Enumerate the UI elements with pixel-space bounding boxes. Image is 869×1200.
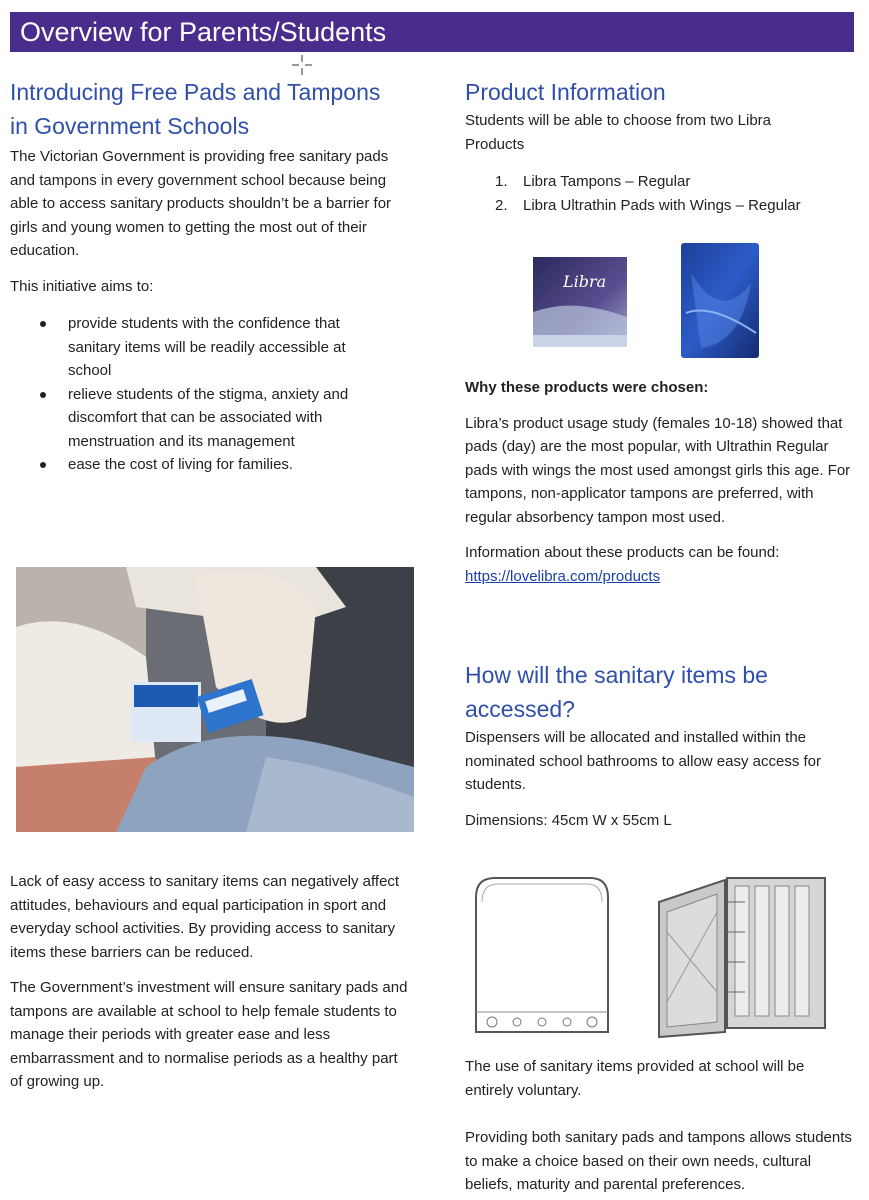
- dispenser-open-image: [655, 872, 830, 1042]
- left-bottom-text: [10, 870, 410, 1094]
- why-heading: Why these products were chosen:: [465, 379, 709, 396]
- libra-tampons-product-image: [533, 257, 627, 347]
- intro-heading: Introducing Free Pads and Tampons in Government Schools: [10, 79, 381, 139]
- voluntary-text: The use of sanitary items provided at school will be entirely voluntary.: [465, 1058, 805, 1099]
- choice-text: Providing both sanitary pads and tampons allows students to make a choice based on their own needs, cultural beliefs, maturity and parental preferences.: [465, 1129, 852, 1193]
- aims-list: [10, 312, 390, 477]
- list-item: 1. Libra Tampons – Regular: [495, 173, 691, 190]
- right-bottom-text: [465, 1055, 860, 1197]
- right-column: [465, 75, 860, 217]
- access-paragraph: Lack of easy access to sanitary items can negatively affect attitudes, behaviours and equal participation in sport and everyday school activities. By providing access to sanitary items these barriers can be reduced.: [10, 873, 400, 961]
- intro-paragraph: The Victorian Government is providing free sanitary pads and tampons in every government school because being able to access sanitary products shouldn’t be a barrier for girls and young women to getting the most out of their education.: [10, 148, 392, 259]
- access-text: Dispensers will be allocated and installed within the nominated school bathrooms to allow easy access for students.: [465, 729, 822, 793]
- list-item: provide students with the confidence that sanitary items will be readily accessible at school: [10, 312, 390, 383]
- student-holding-products-photo: [16, 567, 414, 832]
- products-link[interactable]: https://lovelibra.com/products: [465, 567, 661, 585]
- access-section: [465, 658, 860, 832]
- dispenser-closed-image: [470, 872, 615, 1037]
- svg-text:Libra: Libra: [563, 272, 607, 291]
- page-banner: Overview for Parents/Students: [10, 12, 854, 52]
- why-paragraph: Libra’s product usage study (females 10-18) showed that pads (day) are the most popular, with Ultrathin Regular pads with wings the most used amongst girls this age. For tampons, non-applicator tampons are preferred, with regular absorbency tampon most used.: [465, 414, 851, 526]
- right-mid-text: [465, 376, 860, 588]
- left-column: [10, 75, 410, 477]
- list-item: relieve students of the stigma, anxiety and discomfort that can be associated with menstruation and its management: [10, 383, 390, 454]
- product-list: [465, 170, 860, 217]
- investment-paragraph: The Government’s investment will ensure sanitary pads and tampons are available at school to help female students to manage their periods with greater ease and less embarrassment and to normalise periods as a healthy part of growing up.: [10, 979, 408, 1090]
- aims-lead: This initiative aims to:: [10, 277, 154, 295]
- crosshair-cursor-icon: [292, 55, 312, 75]
- access-heading: How will the sanitary items be accessed?: [465, 662, 768, 722]
- product-lead: Students will be able to choose from two Libra Products: [465, 112, 771, 153]
- info-text: Information about these products can be found:: [465, 544, 780, 561]
- list-item: 2. Libra Ultrathin Pads with Wings – Regular: [495, 196, 801, 214]
- dimensions-text: Dimensions: 45cm W x 55cm L: [465, 811, 672, 829]
- product-info-heading: Product Information: [465, 79, 666, 105]
- libra-ultrathin-pads-product-image: [681, 243, 759, 358]
- list-item: ease the cost of living for families.: [10, 453, 390, 477]
